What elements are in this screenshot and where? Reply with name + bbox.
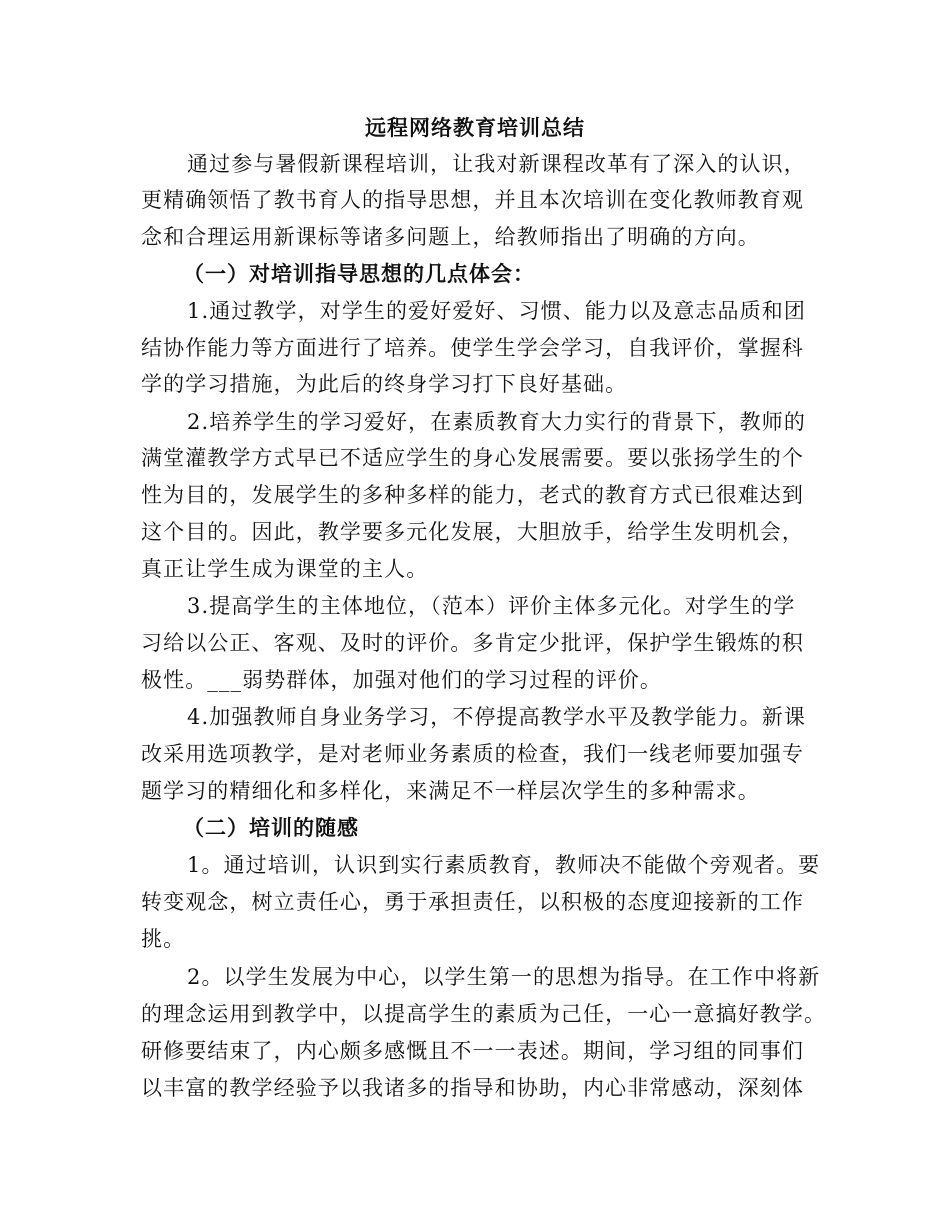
paragraph-line: 题学习的精细化和多样化，来满足不一样层次学生的多种需求。 (141, 779, 760, 803)
paragraph-line: 挑。 (141, 927, 186, 951)
document-title: 远程网络教育培训总结 (365, 115, 585, 140)
paragraph-line: 以丰富的教学经验予以我诸多的指导和协助，内心非常感动，深刻体 (141, 1076, 804, 1100)
paragraph-line: 极性。___弱势群体，加强对他们的学习过程的评价。 (141, 668, 662, 692)
paragraph-line: 1。通过培训，认识到实行素质教育，教师决不能做个旁观者。要 (187, 853, 821, 877)
paragraph-line: 性为目的，发展学生的多种多样的能力，老式的教育方式已很难达到 (141, 483, 804, 507)
paragraph-line: 2.培养学生的学习爱好，在素质教育大力实行的背景下，教师的 (187, 410, 806, 434)
paragraph-line: 习给以公正、客观、及时的评价。多肯定少批评，保护学生锻炼的积 (141, 631, 804, 655)
paragraph-line: 1.通过教学，对学生的爱好爱好、习惯、能力以及意志品质和团 (187, 299, 806, 323)
section-heading: （一）对培训指导思想的几点体会： (183, 261, 535, 286)
paragraph-line: 真正让学生成为课堂的主人。 (141, 557, 429, 581)
paragraph-line: 学的学习措施，为此后的终身学习打下良好基础。 (141, 372, 628, 396)
paragraph-line: 研修要结束了，内心颇多感慨且不一一表述。期间，学习组的同事们 (141, 1039, 804, 1063)
paragraph-line: 3.提高学生的主体地位，（范本）评价主体多元化。对学生的学 (187, 594, 796, 618)
paragraph-line: 念和合理运用新课标等诸多问题上，给教师指出了明确的方向。 (141, 225, 760, 249)
paragraph-line: 转变观念，树立责任心，勇于承担责任，以积极的态度迎接新的工作 (141, 890, 804, 914)
paragraph-line: 改采用选项教学，是对老师业务素质的检查，我们一线老师要加强专 (141, 742, 804, 766)
paragraph-line: 这个目的。因此，教学要多元化发展，大胆放手，给学生发明机会， (141, 520, 804, 544)
paragraph-line: 满堂灌教学方式早已不适应学生的身心发展需要。要以张扬学生的个 (141, 446, 804, 470)
paragraph-line: 的理念运用到教学中，以提高学生的素质为己任，一心一意搞好教学。 (141, 1002, 827, 1026)
paragraph-line: 2。以学生发展为中心，以学生第一的思想为指导。在工作中将新 (187, 965, 821, 989)
paragraph-line: 通过参与暑假新课程培训，让我对新课程改革有了深入的认识， (187, 152, 806, 176)
section-heading: （二）培训的随感 (183, 815, 359, 840)
paragraph-line: 4.加强教师自身业务学习，不停提高教学水平及教学能力。新课 (187, 705, 806, 729)
paragraph-line: 更精确领悟了教书育人的指导思想，并且本次培训在变化教师教育观 (141, 188, 804, 212)
paragraph-line: 结协作能力等方面进行了培养。使学生学会学习，自我评价，掌握科 (141, 336, 804, 360)
